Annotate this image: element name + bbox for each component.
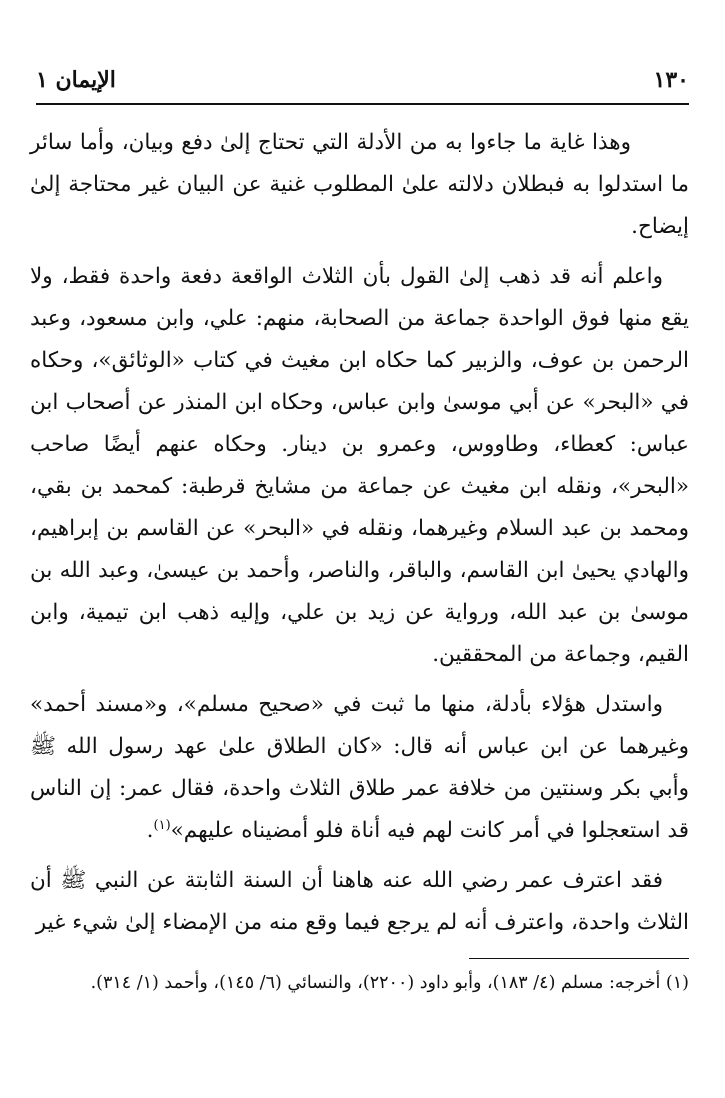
paragraph-1: وهذا غاية ما جاءوا به من الأدلة التي تحتاج إلىٰ دفع وبيان، وأما سائر ما استدلوا به فبطلان دلالته علىٰ المطلوب غنية عن البيان غير محتاجة إلىٰ إيضاح. [30,130,689,239]
paragraph-2: واعلم أنه قد ذهب إلىٰ القول بأن الثلاث الواقعة دفعة واحدة فقط، ولا يقع منها فوق الواحدة جماعة من الصحابة، منهم: علي، وابن مسعود، وعبد الرحمن بن عوف، والزبير كما حكاه ابن مغيث في كتاب «الوثائق»، وحكاه في «البحر» عن أبي موسىٰ وابن عباس، وحكاه ابن المنذر عن أصحاب ابن عباس: كعطاء، وطاووس، وعمرو بن دينار. وحكاه عنهم أيضًا صاحب «البحر»، ونقله ابن مغيث عن جماعة من مشايخ قرطبة: كمحمد بن بقي، ومحمد بن عبد السلام وغيرهما، ونقله في «البحر» عن القاسم بن إبراهيم، والهادي يحيىٰ ابن القاسم، والباقر، والناصر، وأحمد بن عيسىٰ، وعبد الله بن موسىٰ بن عبد الله، ورواية عن زيد بن علي، وإليه ذهب ابن تيمية، وابن القيم، وجماعة من المحققين. [30,264,689,667]
paragraph-3-text: واستدل هؤلاء بأدلة، منها ما ثبت في «صحيح مسلم»، و«مسند أحمد» وغيرهما عن ابن عباس أنه قال: «كان الطلاق علىٰ عهد رسول الله ﷺ وأبي بكر وسنتين من خلافة عمر طلاق الثلاث واحدة، فقال عمر: إن الناس قد استعجلوا في أمر كانت لهم فيه أناة فلو أمضيناه عليهم» [30,692,689,843]
footnote-1: (١) أخرجه: مسلم (٤/ ١٨٣)، وأبو داود (٢٢٠٠)، والنسائي (٦/ ١٤٥)، وأحمد (١/ ٣١٤). [90,973,689,993]
main-text [30,122,689,952]
paragraph-4: فقد اعترف عمر رضي الله عنه هاهنا أن السنة الثابتة عن النبي ﷺ أن الثلاث واحدة، واعترف أنه لم يرجع فيما وقع منه من الإمضاء إلىٰ شيء غير [30,868,689,935]
running-header [36,62,689,98]
footnote-reference: (١) [153,817,171,833]
footnotes [30,966,689,1000]
page-number: ١٣٠ [653,67,689,93]
footnote-rule [469,958,689,959]
header-rule [36,103,689,105]
paragraph-3: واستدل هؤلاء بأدلة، منها ما ثبت في «صحيح مسلم»، و«مسند أحمد» وغيرهما عن ابن عباس أنه قال: «كان الطلاق علىٰ عهد رسول الله ﷺ وأبي بكر وسنتين من خلافة عمر طلاق الثلاث واحدة، فقال عمر: إن الناس قد استعجلوا في أمر كانت لهم فيه أناة فلو أمضيناه عليهم»$^{(١)}$. [30,692,689,843]
running-title: الإيمان ١ [36,67,116,93]
